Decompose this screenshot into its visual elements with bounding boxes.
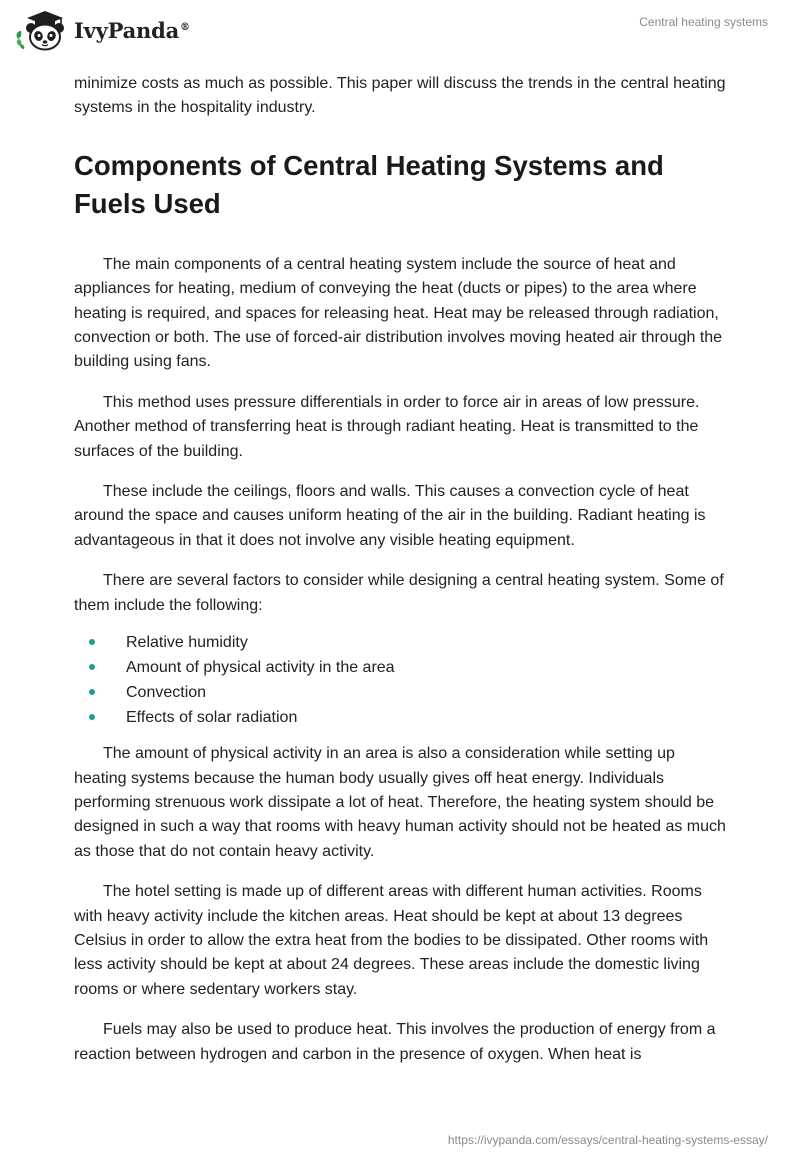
brand-name: IvyPanda® [74, 17, 190, 43]
body-paragraph: There are several factors to consider while designing a central heating system. Some of them include the following: [74, 572, 724, 614]
list-item: Relative humidity [74, 630, 730, 655]
body-paragraph: The amount of physical activity in an area is also a consideration while setting up heating systems because the human body usually gives off heat energy. Individuals performing strenuous work dissipate a lot of heat. Therefore, the heating system should be designed in such a way that rooms with heavy human activity should not be heated as much as those that do not contain heavy activity. [74, 745, 726, 860]
bullet-dot-icon [89, 664, 95, 670]
body-paragraph: The main components of a central heating system include the source of heat and appliances for heating, medium of conveying the heat (ducts or pipes) to the area where heating is required, and spaces for releasing heat. Heat may be released through radiation, convection or both. The use of forced-air distribution involves moving heated air through the building using fans. [74, 255, 723, 371]
intro-paragraph: minimize costs as much as possible. This paper will discuss the trends in the central heating systems in the hospitality industry. [74, 75, 726, 117]
factors-list [74, 630, 730, 730]
section-heading: Components of Central Heating Systems and Fuels Used [74, 149, 664, 219]
bullet-dot-icon [89, 714, 95, 720]
bullet-dot-icon [89, 639, 95, 645]
document-title: Central heating systems [639, 15, 768, 29]
registered-mark: ® [180, 21, 190, 33]
essay-body [74, 72, 730, 1083]
list-item: Amount of physical activity in the area [74, 655, 730, 680]
source-url[interactable]: https://ivypanda.com/essays/central-heating-systems-essay/ [447, 1133, 768, 1147]
body-paragraph: These include the ceilings, floors and walls. This causes a convection cycle of heat around the space and causes uniform heating of the air in the building. Radiant heating is advantageous in that it does not involve any visible heating equipment. [74, 483, 706, 549]
page-header [0, 0, 800, 62]
list-item: Effects of solar radiation [74, 705, 730, 730]
panda-logo-icon [14, 9, 72, 51]
body-paragraph: The hotel setting is made up of different areas with different human activities. Rooms with heavy activity include the kitchen areas. Heat should be kept at about 13 degrees Celsius in order to allow the extra heat from the bodies to be dissipated. Other rooms with less activity should be kept at about 24 degrees. These areas include the domestic living rooms or where sedentary workers stay. [74, 883, 709, 998]
body-paragraph: This method uses pressure differentials in order to force air in areas of low pressure. Another method of transferring heat is through radiant heating. Heat is transmitted to the surfaces of the building. [74, 393, 700, 460]
bullet-dot-icon [89, 689, 95, 695]
body-paragraph: Fuels may also be used to produce heat. This involves the production of energy from a reaction between hydrogen and carbon in the presence of oxygen. When heat is [74, 1021, 716, 1063]
ivypanda-logo[interactable] [14, 9, 190, 51]
list-item: Convection [74, 680, 730, 705]
